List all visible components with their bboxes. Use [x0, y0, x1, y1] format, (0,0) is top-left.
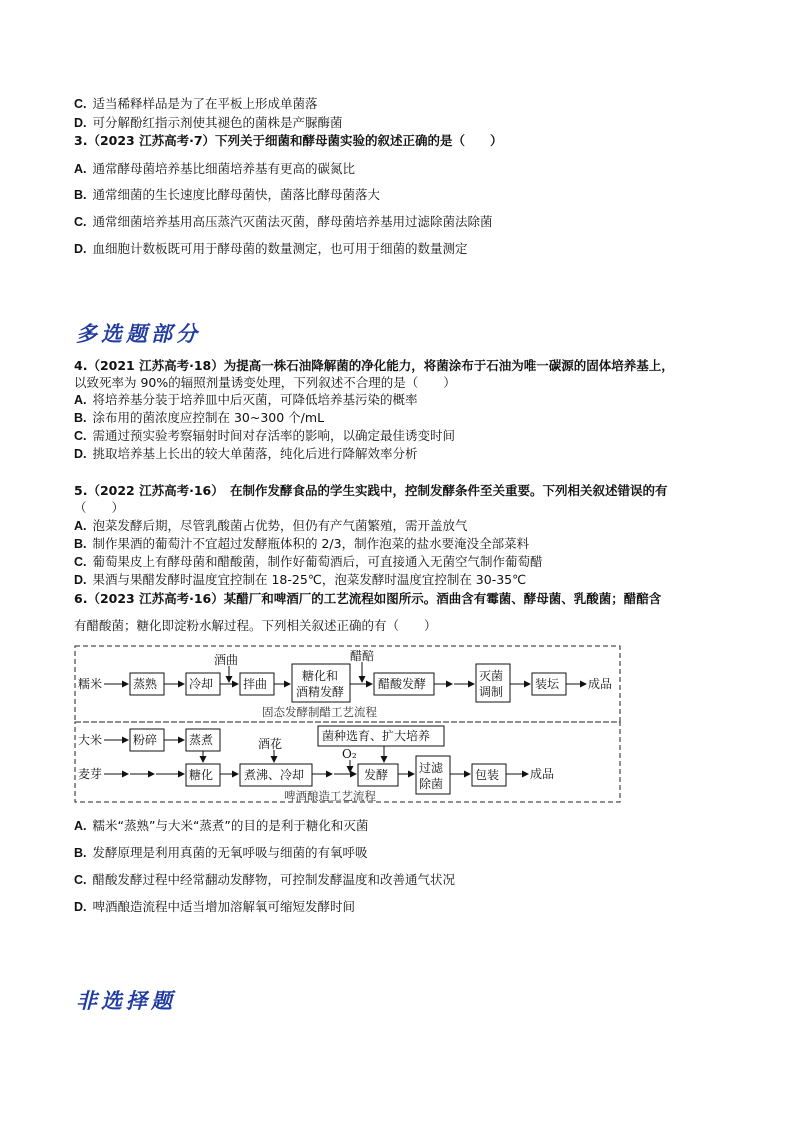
step-steam-boil-label: 蒸煮	[189, 733, 214, 747]
q5-option-b: B. 制作果酒的葡萄汁不宜超过发酵瓶体积的 2/3，制作泡菜的盐水要淹没全部菜料	[74, 536, 530, 551]
step-sterilize-label: 灭菌	[479, 669, 504, 683]
question-5-stem-1: 5.（2022 江苏高考·16） 在制作发酵食品的学生实践中，控制发酵条件至关重要。下列相关叙述错误的有	[74, 483, 668, 498]
step-sterilize-beer-label: 除菌	[419, 777, 444, 791]
beer-start-rice: 大米	[78, 733, 103, 747]
step-fermentation-label: 发酵	[364, 768, 389, 782]
input-cupei: 醋醅	[350, 649, 375, 663]
step-jar-label: 装坛	[535, 677, 560, 691]
process-flow-diagram	[74, 644, 622, 804]
question-3-stem: 3.（2023 江苏高考·7）下列关于细菌和酵母菌实验的叙述正确的是（ ）	[74, 133, 503, 148]
q5-option-a: A. 泡菜发酵后期，尽管乳酸菌占优势，但仍有产气菌繁殖，需开盖放气	[74, 518, 468, 533]
q6-option-d: D. 啤酒酿造流程中适当增加溶解氧可缩短发酵时间	[74, 899, 356, 914]
vinegar-caption: 固态发酵制醋工艺流程	[262, 705, 377, 719]
step-crush-label: 粉碎	[133, 733, 158, 747]
step-saccharify-label-1: 糖化和	[302, 669, 339, 683]
q4-option-c: C. 需通过预实验考察辐射时间对存活率的影响，以确定最佳诱变时间	[74, 428, 456, 443]
step-boil-cool-label: 煮沸、冷却	[244, 768, 305, 782]
flow-svg	[74, 644, 622, 804]
section-title-non-choice: 非选择题	[76, 988, 176, 1013]
beer-caption: 啤酒酿造工艺流程	[284, 789, 376, 803]
step-acetic-label: 醋酸发酵	[378, 677, 427, 691]
question-4-stem-2: 以致死率为 90%的辐照剂量诱变处理，下列叙述不合理的是（ ）	[74, 375, 456, 390]
step-filter-label: 过滤	[419, 761, 444, 775]
section-title-multi-choice: 多选题部分	[76, 321, 201, 346]
question-5-stem-2: （ ）	[74, 500, 125, 515]
step-package-label: 包装	[475, 768, 500, 782]
q6-option-a: A. 糯米“蒸熟”与大米“蒸煮”的目的是利于糖化和灭菌	[74, 818, 369, 833]
q4-option-b: B. 涂布用的菌浓度应控制在 30~300 个/mL	[74, 410, 325, 425]
q3-option-c: C. 通常细菌培养基用高压蒸汽灭菌法灭菌，酵母菌培养基用过滤除菌法除菌	[74, 214, 493, 229]
q4-option-a: A. 将培养基分装于培养皿中后灭菌，可降低培养基污染的概率	[74, 392, 418, 407]
q3-option-d: D. 血细胞计数板既可用于酵母菌的数量测定，也可用于细菌的数量测定	[74, 241, 468, 256]
question-4-stem-1: 4.（2021 江苏高考·18）为提高一株石油降解菌的净化能力，将菌涂布于石油为唯一碳源的固体培养基上，	[74, 358, 674, 373]
option-d-prev: D. 可分解酚红指示剂使其褪色的菌株是产脲酶菌	[74, 115, 343, 130]
q4-option-d: D. 挑取培养基上长出的较大单菌落，纯化后进行降解效率分析	[74, 446, 418, 461]
vinegar-end: 成品	[588, 677, 613, 691]
q6-option-b: B. 发酵原理是利用真菌的无氧呼吸与细菌的有氧呼吸	[74, 845, 368, 860]
q6-option-c: C. 醋酸发酵过程中经常翻动发酵物，可控制发酵温度和改善通气状况	[74, 872, 456, 887]
step-saccharify-label-2: 酒精发酵	[296, 685, 345, 699]
beer-start-malt: 麦芽	[78, 767, 103, 781]
step-blend-label: 调制	[479, 685, 504, 699]
question-6-stem-1: 6.（2023 江苏高考·16）某醋厂和啤酒厂的工艺流程如图所示。酒曲含有霉菌、酵母菌、乳酸菌；醋醅含	[74, 591, 662, 606]
beer-end: 成品	[530, 767, 555, 781]
step-saccharify-beer-label: 糖化	[189, 768, 214, 782]
step-cool-label: 冷却	[189, 677, 214, 691]
input-oxygen: O₂	[342, 747, 357, 761]
option-c-prev: C. 适当稀释样品是为了在平板上形成单菌落	[74, 96, 318, 111]
q5-option-d: D. 果酒与果醋发酵时温度宜控制在 18-25℃，泡菜发酵时温度宜控制在 30-35℃	[74, 572, 527, 587]
input-hops: 酒花	[258, 737, 283, 751]
step-mix-qu-label: 拌曲	[243, 677, 268, 691]
q3-option-b: B. 通常细菌的生长速度比酵母菌快，菌落比酵母菌落大	[74, 187, 381, 202]
step-strain-selection-label: 菌种选育、扩大培养	[322, 729, 431, 743]
q5-option-c: C. 葡萄果皮上有酵母菌和醋酸菌，制作好葡萄酒后，可直接通入无菌空气制作葡萄醋	[74, 554, 543, 569]
q3-option-a: A. 通常酵母菌培养基比细菌培养基有更高的碳氮比	[74, 161, 356, 176]
input-jiuqu: 酒曲	[214, 653, 239, 667]
step-steam-cook-label: 蒸熟	[133, 677, 158, 691]
question-6-stem-2: 有醋酸菌；糖化即淀粉水解过程。下列相关叙述正确的有（ ）	[74, 618, 437, 633]
vinegar-start: 糯米	[78, 677, 103, 691]
